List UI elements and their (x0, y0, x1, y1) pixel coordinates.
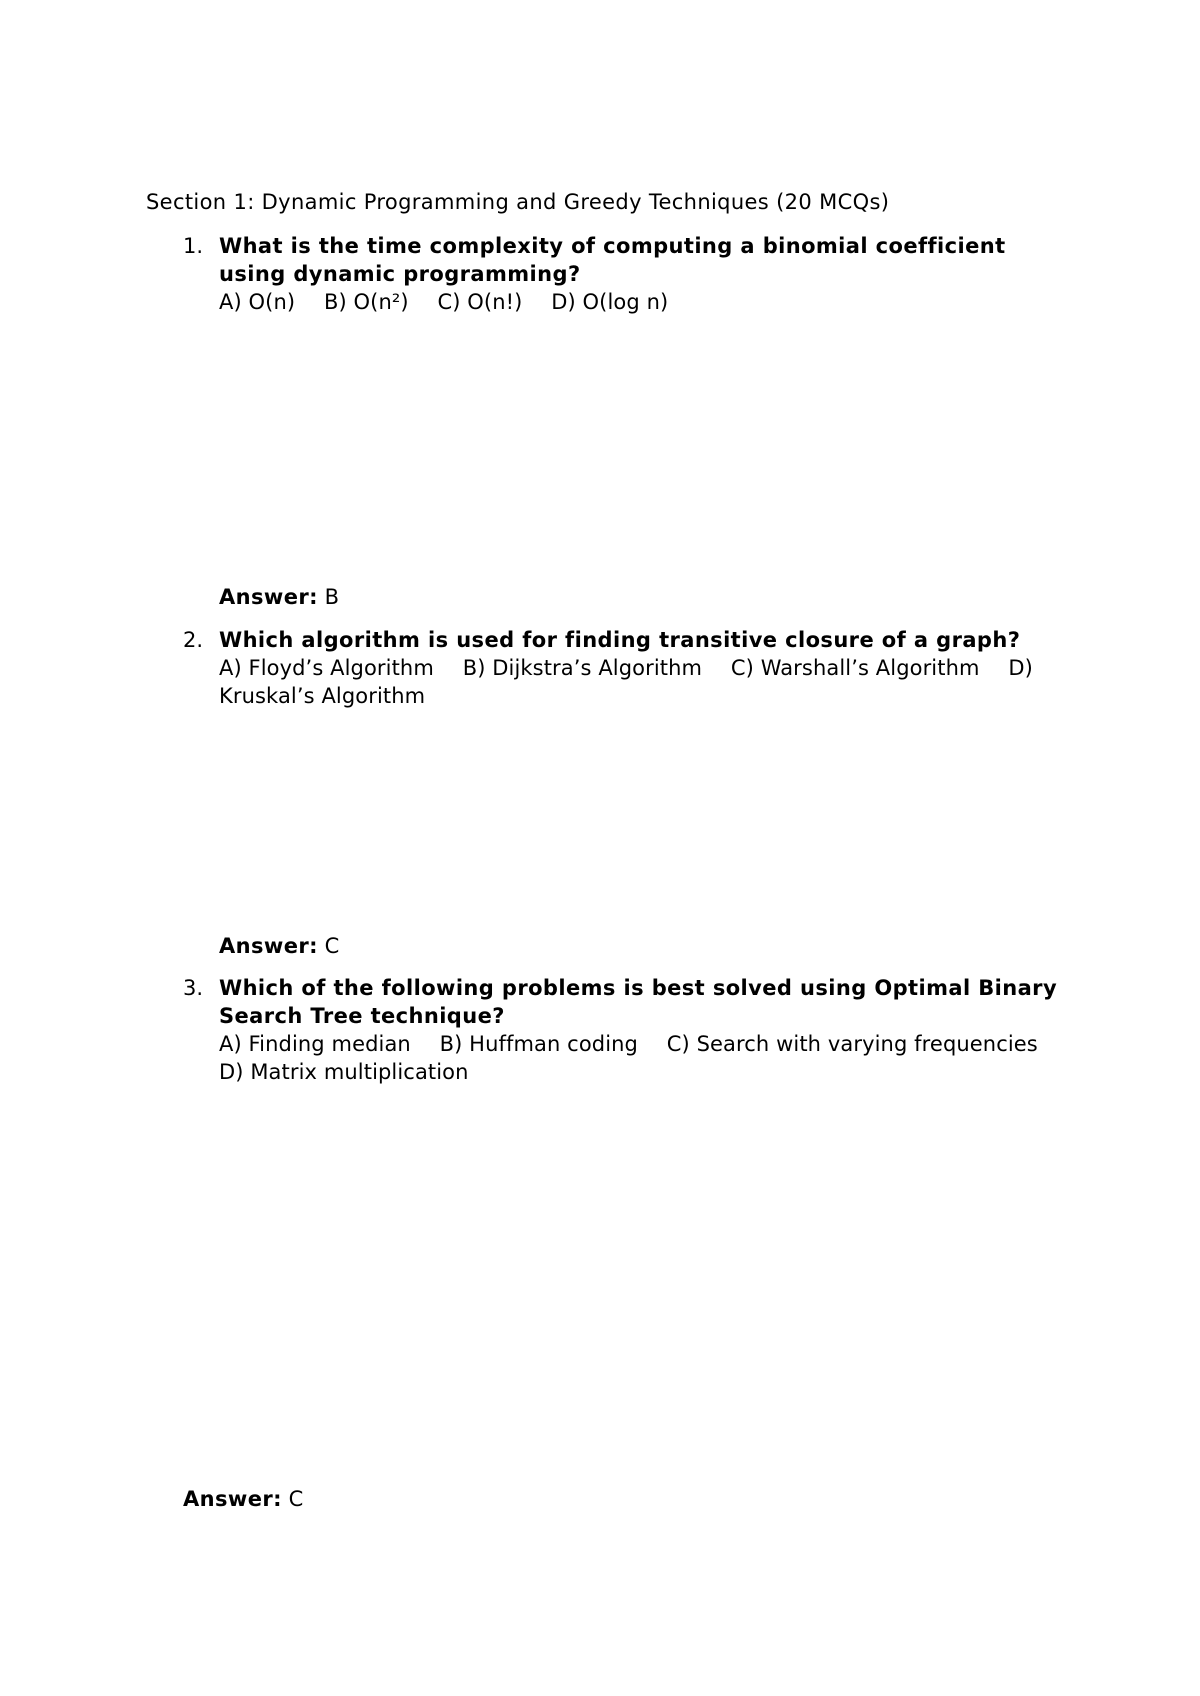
question-text: What is the time complexity of computing a binomial coefficient using dynamic programming? (219, 234, 1006, 286)
option-b: B) Dijkstra’s Algorithm (462, 656, 703, 680)
option-a: A) Finding median (219, 1032, 411, 1056)
answer-line (219, 583, 339, 611)
answer-line (183, 1485, 303, 1513)
question-text: Which of the following problems is best solved using Optimal Binary Search Tree technique? (219, 976, 1058, 1028)
question-options (219, 288, 1063, 316)
question-number: 2. (183, 628, 204, 652)
answer-label: Answer: (183, 1487, 282, 1511)
question-options (219, 1030, 1063, 1086)
question-number: 3. (183, 976, 204, 1000)
option-d: D) Kruskal’s Algorithm (219, 656, 1033, 708)
question-number: 1. (183, 234, 204, 258)
option-b: B) O(n²) (323, 290, 409, 314)
option-a: A) Floyd’s Algorithm (219, 656, 434, 680)
answer-value: C (324, 934, 340, 958)
answer-line (219, 932, 339, 960)
question-body (219, 232, 1063, 316)
question-item (183, 626, 1063, 710)
question-body (219, 974, 1063, 1086)
question-text: Which algorithm is used for finding transitive closure of a graph? (219, 628, 1021, 652)
section-heading: Section 1: Dynamic Programming and Greedy Techniques (20 MCQs) (146, 190, 890, 214)
option-a: A) O(n) (219, 290, 296, 314)
answer-value: C (288, 1487, 304, 1511)
option-d: D) O(log n) (551, 290, 669, 314)
answer-label: Answer: (219, 585, 318, 609)
answer-value: B (324, 585, 340, 609)
option-c: C) Warshall’s Algorithm (730, 656, 980, 680)
question-options (219, 654, 1063, 710)
option-b: B) Huffman coding (439, 1032, 638, 1056)
answer-label: Answer: (219, 934, 318, 958)
question-item (183, 974, 1063, 1086)
option-c: C) O(n!) (437, 290, 523, 314)
question-body (219, 626, 1063, 710)
option-d: D) Matrix multiplication (219, 1060, 469, 1084)
option-c: C) Search with varying frequencies (666, 1032, 1038, 1056)
question-item (183, 232, 1063, 316)
